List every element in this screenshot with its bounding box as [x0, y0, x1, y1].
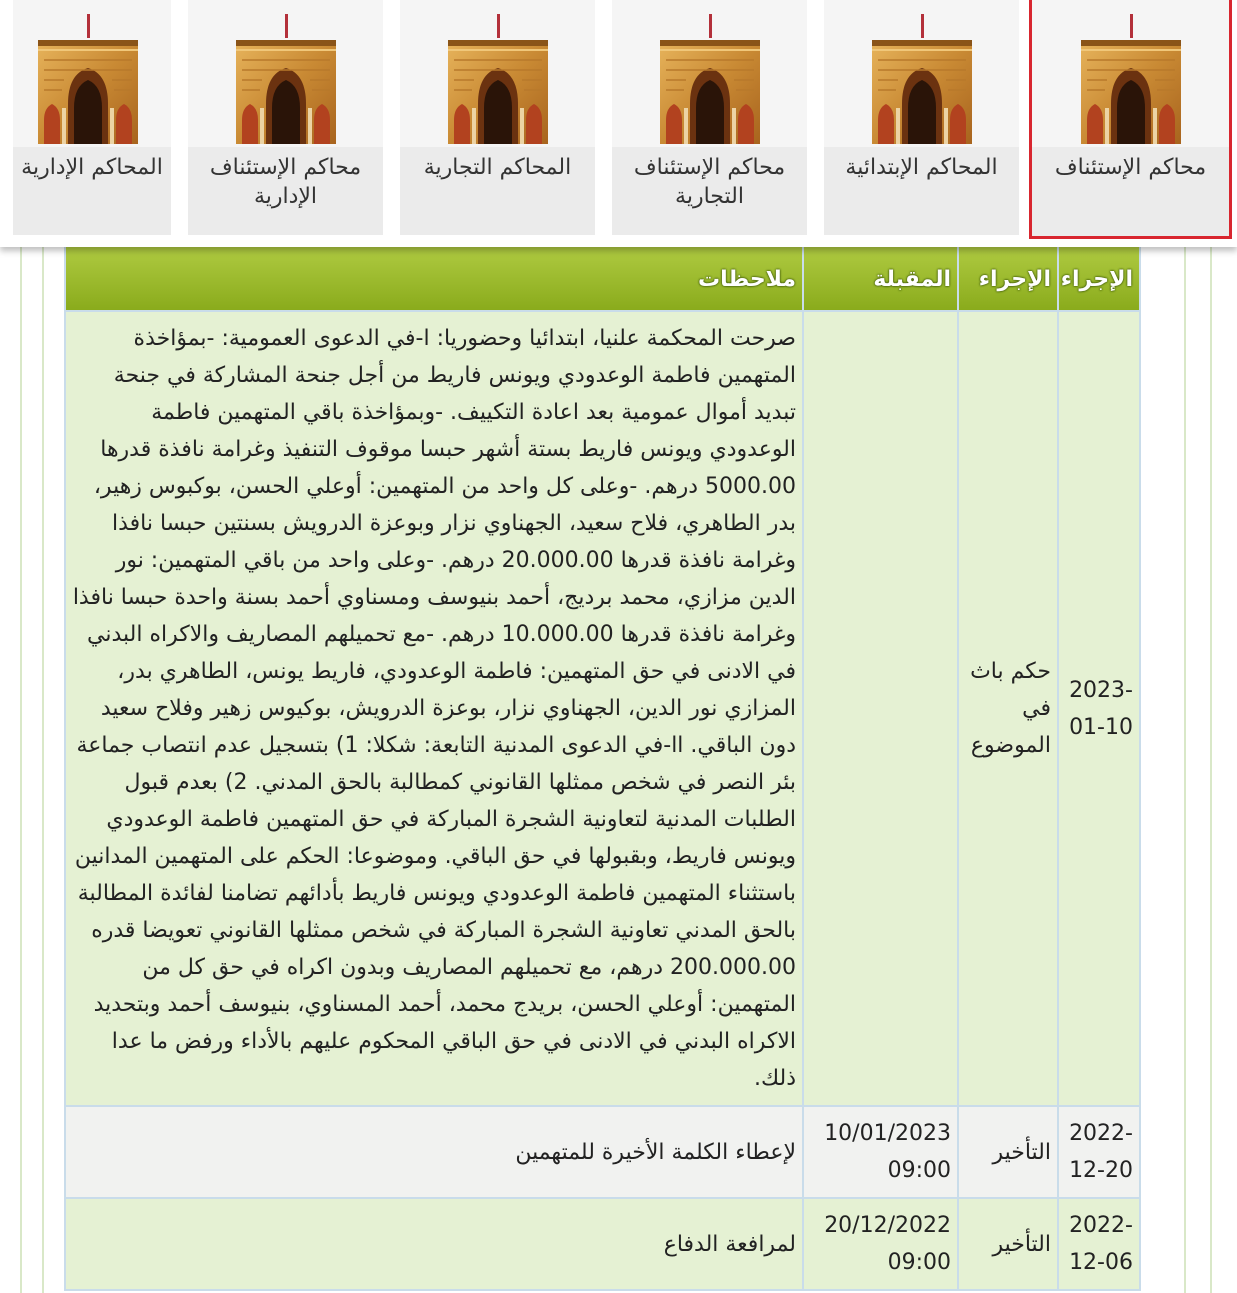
cell-next-date: 10/01/2023 09:00	[803, 1106, 958, 1198]
header-procedure: الإجراء	[958, 231, 1058, 311]
cell-procedure: التأخير	[958, 1106, 1058, 1198]
tab-label: محاكم الإستئناف	[1054, 155, 1207, 180]
tab-thumbnail	[400, 0, 595, 147]
tab-thumbnail	[188, 0, 383, 147]
tab-label: المحاكم الإدارية	[21, 155, 163, 180]
tab-label: محاكم الإستئناف التجارية	[633, 155, 786, 209]
cell-next-date	[803, 311, 958, 1106]
tab-administrative-appeal-courts[interactable]	[188, 0, 383, 235]
cell-next-date: 20/12/2022 09:00	[803, 1198, 958, 1290]
tab-first-instance-courts[interactable]	[824, 0, 1019, 235]
court-building-icon	[658, 12, 762, 146]
cell-procedure: التأخير	[958, 1198, 1058, 1290]
table-row	[65, 1106, 1140, 1198]
page-frame-left	[20, 230, 44, 1293]
cell-date: 2022-12-06	[1058, 1198, 1140, 1290]
procedures-table-container	[66, 230, 1141, 1291]
court-building-icon	[234, 12, 338, 146]
header-notes: ملاحظات	[65, 231, 803, 311]
table-row	[65, 311, 1140, 1106]
court-building-icon	[1079, 12, 1183, 146]
tab-appeal-courts[interactable]	[1029, 0, 1232, 239]
tab-label: محاكم الإستئناف الإدارية	[209, 155, 362, 209]
header-next-date: المقبلة	[803, 231, 958, 311]
tab-label: المحاكم الإبتدائية	[845, 155, 998, 180]
tab-thumbnail	[1032, 0, 1229, 147]
page-frame-right	[1184, 230, 1212, 1293]
tab-label: المحاكم التجارية	[423, 155, 572, 180]
tab-thumbnail	[824, 0, 1019, 147]
tab-thumbnail	[612, 0, 807, 147]
tab-commercial-courts[interactable]	[400, 0, 595, 235]
cell-notes: صرحت المحكمة علنيا، ابتدائيا وحضوريا: ا-في الدعوى العمومية: -بمؤاخذة المتهمين فاطمة الوعدودي ويونس فاريط من أجل جنحة المشاركة في جنحة تبديد أموال عمومية بعد اعادة التكييف. -وبمؤاخذة باقي المتهمين فاطمة الوعدودي ويونس فاريط بستة أشهر حبسا موقوف التنفيذ وغرامة نافذة قدرها 5000.00 درهم. -وعلى كل واحد من المتهمين: أوعلي الحسن، بوكبوس زهير، بدر الطاهري، فلاح سعيد، الجهناوي نزار وبوعزة الدرويش بسنتين حبسا نافذا وغرامة نافذة قدرها 20.000.00 درهم. -وعلى واحد من باقي المتهمين: نور الدين مزازي، محمد برديج، أحمد بنيوسف ومسناوي أحمد بسنة واحدة حبسا نافذا وغرامة نافذة قدرها 10.000.00 درهم. -مع تحميلهم المصاريف والاكراه البدني في الادنى في حق المتهمين: فاطمة الوعدودي، فاريط يونس، الطاهري بدر، المزازي نور الدين، الجهناوي نزار، بوعزة الدرويش، بوكيوس زهير وفلاح سعيد دون الباقي. اا-في الدعوى المدنية التابعة: شكلا: 1) بتسجيل عدم انتصاب جماعة بئر النصر في شخص ممثلها القانوني كمطالبة بالحق المدني. 2) بعدم قبول الطلبات المدنية لتعاونية الشجرة المباركة في حق المتهمين فاطمة الوعدودي ويونس فاريط، وبقبولها في حق الباقي. وموضوعا: الحكم على المتهمين المدانين باستثناء المتهمين فاطمة الوعدودي ويونس فاريط بأدائهم تضامنا لفائدة المطالبة بالحق المدني تعاونية الشجرة المباركة في شخص ممثلها القانوني تعويضا قدره 200.000.00 درهم، مع تحميلهم المصاريف وبدون اكراه في حق كل من المتهمين: أوعلي الحسن، بريدج محمد، أحمد المسناوي، بنيوسف أحمد وبتحديد الاكراه البدني في الادنى في حق الباقي المحكوم عليهم بالأداء ورفض ما عدا ذلك.	[65, 311, 803, 1106]
court-building-icon	[870, 12, 974, 146]
court-tabs-bar	[0, 0, 1237, 247]
tab-thumbnail	[13, 0, 171, 147]
cell-notes: لإعطاء الكلمة الأخيرة للمتهمين	[65, 1106, 803, 1198]
table-row	[65, 1198, 1140, 1290]
court-building-icon	[446, 12, 550, 146]
tab-commercial-appeal-courts[interactable]	[612, 0, 807, 235]
cell-date: 2022-12-20	[1058, 1106, 1140, 1198]
tab-administrative-courts[interactable]	[13, 0, 171, 235]
procedures-table	[64, 230, 1141, 1291]
cell-procedure: حكم باث في الموضوع	[958, 311, 1058, 1106]
cell-date: 2023-01-10	[1058, 311, 1140, 1106]
cell-notes: لمرافعة الدفاع	[65, 1198, 803, 1290]
court-building-icon	[36, 12, 140, 146]
header-date: الإجراء	[1058, 231, 1140, 311]
